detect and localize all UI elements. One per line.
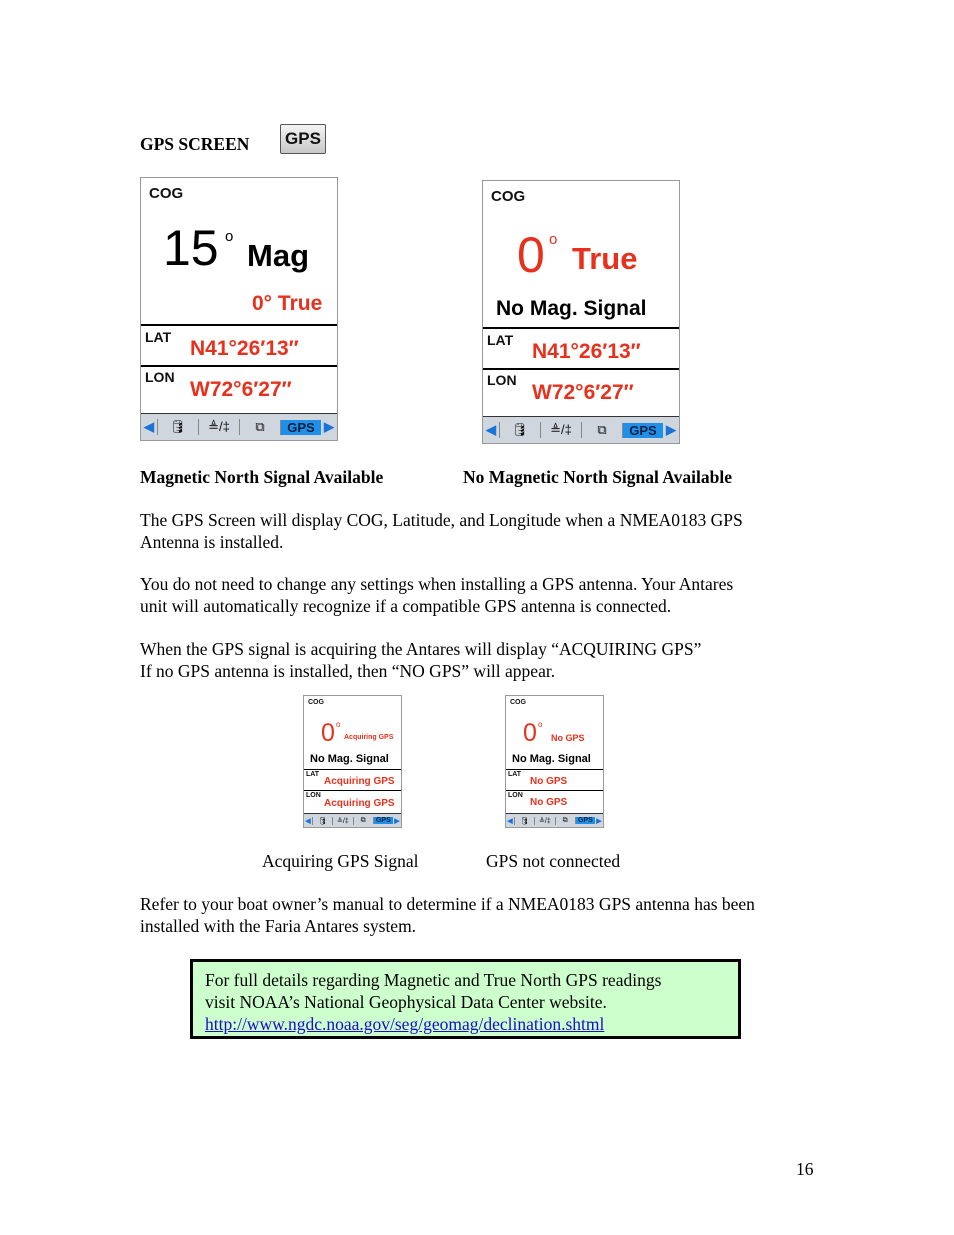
divider bbox=[304, 790, 401, 791]
lat-label: LAT bbox=[508, 771, 522, 778]
lon-value: W72°6′27″ bbox=[532, 381, 634, 404]
right-arrow-icon: ▶ bbox=[394, 817, 400, 825]
noaa-declination-link[interactable]: http://www.ngdc.noaa.gov/seg/geomag/declination.shtml bbox=[205, 1014, 605, 1034]
cog-unit: Mag bbox=[247, 238, 309, 273]
text-line: For full details regarding Magnetic and True North GPS readings bbox=[205, 970, 662, 990]
divider bbox=[483, 327, 679, 329]
lat-label: LAT bbox=[306, 771, 320, 778]
cog-value: 0 bbox=[321, 719, 335, 747]
paragraph-4 bbox=[140, 893, 755, 937]
text-line: Antenna is installed. bbox=[140, 532, 284, 552]
trim-temp-icon: ≜/‡ bbox=[198, 419, 239, 435]
text-line: visit NOAA’s National Geophysical Data Center website. bbox=[205, 992, 607, 1012]
lon-value: Acquiring GPS bbox=[324, 798, 395, 809]
text-line: Refer to your boat owner’s manual to determine if a NMEA0183 GPS antenna has been bbox=[140, 894, 755, 914]
lon-label: LON bbox=[508, 792, 523, 799]
text-line: When the GPS signal is acquiring the Antares will display “ACQUIRING GPS” bbox=[140, 639, 702, 659]
caption-not-connected: GPS not connected bbox=[486, 851, 621, 871]
divider bbox=[141, 324, 337, 326]
degree-icon: o bbox=[225, 228, 234, 245]
cog-value: 15 bbox=[163, 220, 219, 276]
gps-button-icon: GPS bbox=[280, 124, 326, 154]
cog-status: Acquiring GPS bbox=[344, 734, 394, 741]
lat-label: LAT bbox=[145, 329, 172, 345]
mag-status: No Mag. Signal bbox=[496, 297, 647, 320]
text-line: unit will automatically recognize if a compatible GPS antenna is connected. bbox=[140, 596, 672, 616]
lat-value: No GPS bbox=[530, 776, 568, 787]
gps-tab: GPS bbox=[575, 817, 595, 824]
left-arrow-icon: ◀ bbox=[305, 817, 311, 825]
cog-unit: True bbox=[572, 241, 638, 276]
right-arrow-icon: ▶ bbox=[324, 419, 334, 434]
text-line: installed with the Faria Antares system. bbox=[140, 916, 417, 936]
cog-label: COG bbox=[308, 699, 324, 706]
gps-tab: GPS bbox=[622, 423, 663, 438]
gps-screen-magnetic bbox=[140, 177, 338, 441]
screen-nav-bar bbox=[483, 416, 679, 443]
cog-label: COG bbox=[510, 699, 526, 706]
paragraph-1 bbox=[140, 509, 743, 553]
lat-value: N41°26′13″ bbox=[532, 340, 641, 363]
caption-no-magnetic: No Magnetic North Signal Available bbox=[463, 467, 732, 487]
lat-value: N41°26′13″ bbox=[190, 337, 299, 360]
trim-temp-icon: ≜/‡ bbox=[540, 422, 581, 438]
gps-screen-not-connected bbox=[505, 695, 604, 828]
text-line: The GPS Screen will display COG, Latitude, and Longitude when a NMEA0183 GPS bbox=[140, 510, 743, 530]
tank-icon: ⧉ bbox=[555, 817, 575, 825]
trim-temp-icon: ≜/‡ bbox=[332, 817, 352, 825]
left-arrow-icon: ◀ bbox=[486, 422, 496, 437]
true-heading: 0° True bbox=[252, 292, 323, 315]
divider bbox=[141, 365, 337, 367]
degree-icon: o bbox=[549, 231, 558, 248]
cog-label: COG bbox=[491, 188, 526, 205]
left-arrow-icon: ◀ bbox=[507, 817, 513, 825]
paragraph-2 bbox=[140, 573, 733, 617]
cog-status: No GPS bbox=[551, 733, 585, 743]
cog-value: 0 bbox=[523, 719, 537, 747]
text-line: You do not need to change any settings when installing a GPS antenna. Your Antares bbox=[140, 574, 734, 594]
cog-value: 0 bbox=[517, 227, 545, 283]
mag-status: No Mag. Signal bbox=[310, 753, 389, 765]
lon-label: LON bbox=[487, 372, 517, 388]
tank-icon: ⧉ bbox=[239, 419, 280, 435]
mag-status: No Mag. Signal bbox=[512, 753, 591, 765]
page-number: 16 bbox=[796, 1159, 814, 1179]
tank-icon: ⧉ bbox=[353, 817, 373, 825]
caption-acquiring: Acquiring GPS Signal bbox=[262, 851, 419, 871]
trim-temp-icon: ≜/‡ bbox=[534, 817, 554, 825]
screen-nav-bar bbox=[141, 413, 337, 440]
gps-tab: GPS bbox=[280, 420, 321, 435]
divider bbox=[506, 769, 603, 770]
right-arrow-icon: ▶ bbox=[666, 422, 676, 437]
left-arrow-icon: ◀ bbox=[144, 419, 154, 434]
divider bbox=[483, 368, 679, 370]
fuel-icon: 🛢 bbox=[157, 419, 198, 435]
gps-screen-no-magnetic bbox=[482, 180, 680, 444]
tank-icon: ⧉ bbox=[581, 422, 622, 438]
paragraph-3 bbox=[140, 638, 701, 682]
caption-magnetic: Magnetic North Signal Available bbox=[140, 467, 384, 487]
lon-label: LON bbox=[306, 792, 321, 799]
noaa-note-box bbox=[190, 959, 741, 1039]
lat-label: LAT bbox=[487, 332, 514, 348]
cog-label: COG bbox=[149, 185, 184, 202]
gps-tab: GPS bbox=[373, 817, 393, 824]
fuel-icon: 🛢 bbox=[514, 817, 534, 825]
fuel-icon: 🛢 bbox=[499, 422, 540, 438]
section-title: GPS SCREEN bbox=[140, 134, 250, 154]
lon-value: W72°6′27″ bbox=[190, 378, 292, 401]
degree-icon: o bbox=[538, 720, 543, 729]
gps-screen-acquiring bbox=[303, 695, 402, 828]
degree-icon: o bbox=[336, 720, 341, 729]
screen-nav-bar bbox=[304, 813, 401, 827]
lon-value: No GPS bbox=[530, 797, 568, 808]
divider bbox=[304, 769, 401, 770]
text-line: If no GPS antenna is installed, then “NO GPS” will appear. bbox=[140, 661, 556, 681]
lat-value: Acquiring GPS bbox=[324, 776, 395, 787]
divider bbox=[506, 790, 603, 791]
screen-nav-bar bbox=[506, 813, 603, 827]
lon-label: LON bbox=[145, 369, 175, 385]
fuel-icon: 🛢 bbox=[312, 817, 332, 825]
right-arrow-icon: ▶ bbox=[596, 817, 602, 825]
